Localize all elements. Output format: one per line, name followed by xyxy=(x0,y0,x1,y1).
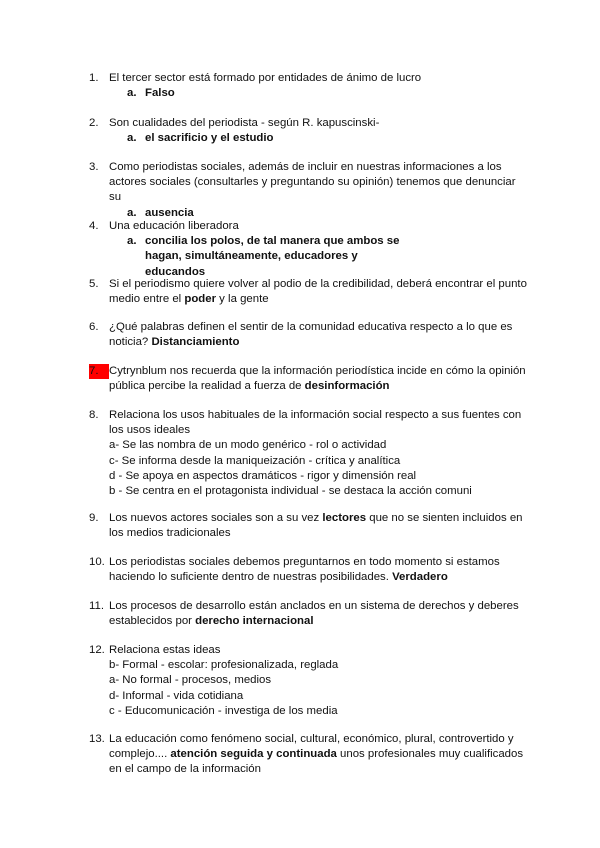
question-3 xyxy=(89,160,529,221)
question-text: Son cualidades del periodista - según R. kapuscinski- xyxy=(109,117,380,129)
list-item: c - Educomunicación - investiga de los media xyxy=(109,704,338,717)
list-item: a- No formal - procesos, medios xyxy=(109,674,272,687)
question-text: Relaciona los usos habituales de la información social respecto a sus fuentes con los usos ideales xyxy=(109,409,522,437)
question-text: El tercer sector está formado por entidades de ánimo de lucro xyxy=(109,72,422,84)
question-number: 5. xyxy=(89,278,99,290)
question-10 xyxy=(89,555,529,585)
answer-text: poder xyxy=(184,293,217,306)
question-number: 3. xyxy=(89,161,99,173)
question-text: La educación como fenómeno social, cultural, económico, plural, controvertido y complejo.... xyxy=(109,733,514,761)
answer xyxy=(109,234,529,280)
question-text: ¿Qué palabras definen el sentir de la comunidad educativa respecto a lo que es noticia? xyxy=(109,321,513,349)
answer-text: lectores xyxy=(322,512,367,524)
answer xyxy=(109,86,529,101)
list-item: d- Informal - vida cotidiana xyxy=(109,689,244,702)
answer-text: desinformación xyxy=(304,380,390,393)
question-5 xyxy=(89,277,529,307)
answer-text: el sacrificio y el estudio xyxy=(145,132,274,145)
answer-text: derecho internacional xyxy=(195,615,314,628)
question-text: Si el periodismo quiere volver al podio de la credibilidad, deberá encontrar el punto medio entre el xyxy=(109,278,527,306)
answer-letter: a. xyxy=(127,132,137,145)
answer-text: concilia los polos, de tal manera que ambos se hagan, simultáneamente, educadores y educandos xyxy=(145,235,400,278)
question-7 xyxy=(89,364,529,394)
question-text: Cytrynblum nos recuerda que la información periodística incide en cómo la opinión pública percibe la realidad a fuerza de xyxy=(109,365,526,393)
question-number: 11. xyxy=(89,600,104,612)
question-9 xyxy=(89,511,529,541)
answer-text: Distanciamiento xyxy=(151,336,240,349)
question-text: Los nuevos actores sociales son a su vez xyxy=(109,512,323,524)
answer-letter: a. xyxy=(127,235,137,248)
answer-letter: a. xyxy=(127,206,137,219)
question-11 xyxy=(89,599,529,629)
question-number: 10. xyxy=(89,556,105,568)
answer-text: Verdadero xyxy=(392,571,448,584)
question-text-end: que no se sienten incluidos en los medios tradicionales xyxy=(109,512,523,540)
question-text: Como periodistas sociales, además de incluir en nuestras informaciones a los actores sociales (consultarles y preguntando su opinión) tenemos que denunciar su xyxy=(109,161,516,204)
answer xyxy=(109,131,529,146)
question-text-end: unos profesionales muy cualificados en el campo de la información xyxy=(109,748,524,776)
list-item: b- Formal - escolar: profesionalizada, reglada xyxy=(109,659,339,672)
question-1 xyxy=(89,71,529,101)
list-item: a- Se las nombra de un modo genérico - rol o actividad xyxy=(109,439,387,452)
question-number: 9. xyxy=(89,512,99,524)
question-8 xyxy=(89,408,529,499)
question-number: 2. xyxy=(89,117,99,129)
answer-text: Falso xyxy=(145,87,175,100)
question-number-highlighted: 7. xyxy=(89,364,109,379)
question-text: Una educación liberadora xyxy=(109,220,239,232)
question-4 xyxy=(89,219,529,280)
question-2 xyxy=(89,116,529,146)
question-number: 8. xyxy=(89,409,99,421)
question-number: 1. xyxy=(89,72,99,84)
list-item: c- Se informa desde la maniqueización - crítica y analítica xyxy=(109,454,401,467)
question-number: 4. xyxy=(89,220,99,232)
answer-letter: a. xyxy=(127,87,137,100)
question-text: Los periodistas sociales debemos preguntarnos en todo momento si estamos haciendo lo suficiente dentro de nuestras posibilidades. xyxy=(109,556,500,584)
question-13 xyxy=(89,732,529,778)
list-item: d - Se apoya en aspectos dramáticos - rigor y dimensión real xyxy=(109,469,417,482)
question-number: 6. xyxy=(89,321,99,333)
answer-text: atención seguida y continuada xyxy=(170,748,337,761)
question-text: Los procesos de desarrollo están anclados en un sistema de derechos y deberes establecidos por xyxy=(109,600,519,628)
question-number: 13. xyxy=(89,733,105,745)
question-text: Relaciona estas ideas xyxy=(109,644,221,656)
list-item: b - Se centra en el protagonista individual - se destaca la acción comuni xyxy=(109,485,472,498)
question-6 xyxy=(89,320,529,350)
answer-text: ausencia xyxy=(145,206,194,219)
question-text-end: y la gente xyxy=(216,293,269,306)
question-number: 12. xyxy=(89,644,105,656)
question-12 xyxy=(89,643,529,719)
